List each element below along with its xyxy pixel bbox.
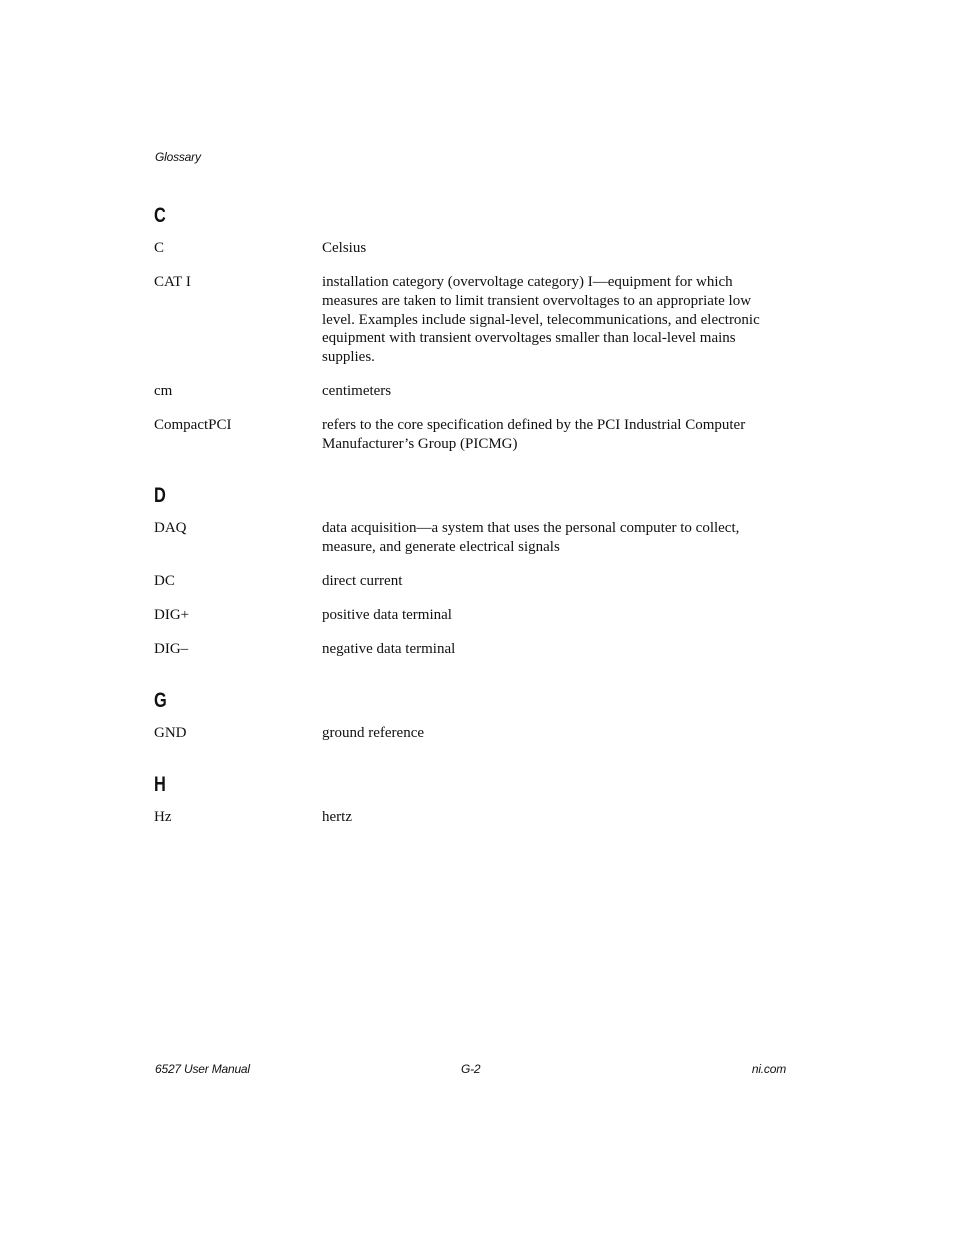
glossary-section-c <box>154 203 794 454</box>
glossary-term: GND <box>154 724 187 741</box>
section-heading: D <box>154 483 166 507</box>
glossary-entry <box>154 808 794 827</box>
glossary-section-d <box>154 483 794 659</box>
glossary-entry <box>154 239 794 258</box>
glossary-definition: hertz <box>322 808 352 825</box>
glossary-entry <box>154 416 794 453</box>
glossary-term: DC <box>154 572 175 589</box>
glossary-term: CAT I <box>154 274 191 291</box>
footer-manual-title: 6527 User Manual <box>155 1062 250 1076</box>
glossary-entry <box>154 572 794 591</box>
glossary-definition: data acquisition—a system that uses the personal computer to collect, measure, and generate electrical signals <box>322 519 740 555</box>
section-heading: G <box>154 688 167 712</box>
glossary-definition: refers to the core specification defined by the PCI Industrial Computer Manufacturer’s Group (PICMG) <box>322 417 746 453</box>
glossary-entry <box>154 640 794 659</box>
page-number: G-2 <box>461 1062 481 1076</box>
glossary-section-g <box>154 688 794 743</box>
glossary-term: CompactPCI <box>154 417 232 434</box>
glossary-definition: installation category (overvoltage category) I—equipment for which measures are taken to limit transient overvoltages to an appropriate low level. Examples include signal-level, telecommunications, and electronic equipment with transient overvoltages smaller than local-level mains supplies. <box>322 274 760 366</box>
glossary-definition: centimeters <box>322 383 392 400</box>
footer-website: ni.com <box>751 1062 786 1076</box>
glossary-term: cm <box>154 383 173 400</box>
glossary-definition: positive data terminal <box>322 606 452 623</box>
running-header: Glossary <box>155 150 201 164</box>
section-heading: H <box>154 772 166 796</box>
glossary-entry <box>154 519 794 556</box>
glossary-entry <box>154 606 794 625</box>
glossary-term: DIG– <box>154 641 189 658</box>
glossary-definition: direct current <box>322 572 403 589</box>
glossary-entry <box>154 724 794 743</box>
glossary-definition: negative data terminal <box>322 641 456 658</box>
glossary-definition: ground reference <box>322 724 425 741</box>
glossary-term: DAQ <box>154 519 187 536</box>
glossary-definition: Celsius <box>322 240 367 256</box>
glossary-section-h <box>154 772 794 827</box>
glossary-term: DIG+ <box>154 606 190 623</box>
glossary-term: C <box>154 240 165 256</box>
glossary-term: Hz <box>154 808 172 825</box>
glossary-entry <box>154 273 794 367</box>
glossary-body <box>154 203 794 826</box>
section-heading: C <box>154 204 166 227</box>
glossary-entry <box>154 382 794 401</box>
